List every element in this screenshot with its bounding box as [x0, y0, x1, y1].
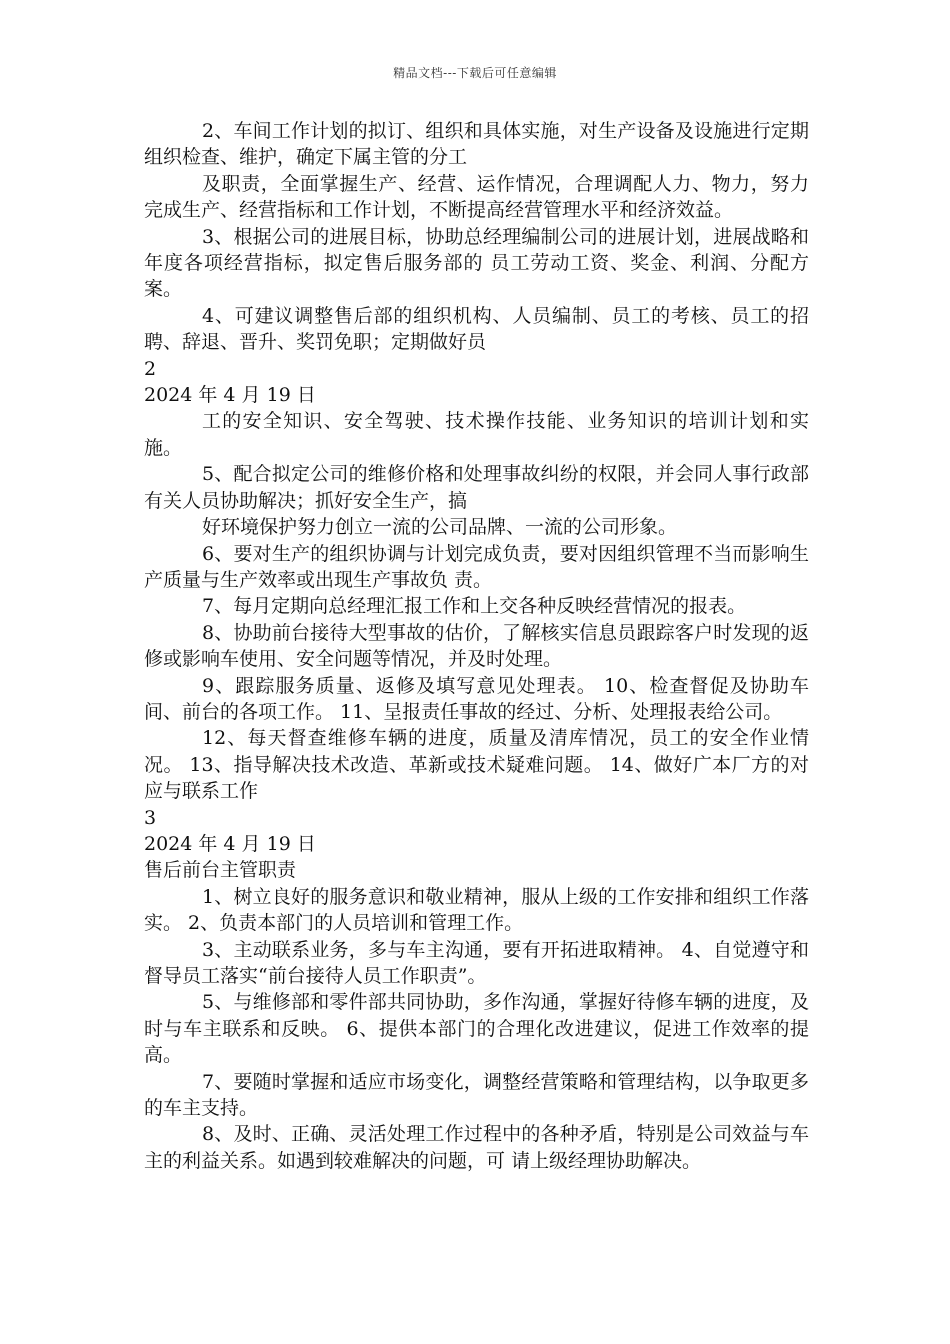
- page-number: 3: [144, 806, 157, 829]
- paragraph: 9、跟踪服务质量、返修及填写意见处理表。 10、检查督促及协助车间、前台的各项工作。 11、呈报责任事故的经过、分析、处理报表给公司。: [144, 674, 809, 723]
- paragraph: 8、及时、正确、灵活处理工作过程中的各种矛盾，特别是公司效益与车主的利益关系。如遇到较难解决的问题，可 请上级经理协助解决。: [144, 1123, 809, 1172]
- paragraph: 5、配合拟定公司的维修价格和处理事故纠纷的权限，并会同人事行政部有关人员协助解决；抓好安全生产，搞: [144, 463, 809, 512]
- page-date: 2024 年 4 月 19 日: [144, 832, 316, 855]
- section-title: 售后前台主管职责: [144, 859, 297, 882]
- paragraph: 好环境保护努力创立一流的公司品牌、一流的公司形象。: [202, 516, 678, 539]
- page-date: 2024 年 4 月 19 日: [144, 384, 316, 407]
- paragraph: 工的安全知识、安全驾驶、技术操作技能、业务知识的培训计划和实施。: [144, 410, 809, 459]
- paragraph: 2、车间工作计划的拟订、组织和具体实施，对生产设备及设施进行定期组织检查、维护，确定下属主管的分工: [144, 120, 809, 169]
- document-body: [144, 118, 809, 1174]
- paragraph: 12、每天督查维修车辆的进度，质量及清库情况，员工的安全作业情况。 13、指导解决技术改造、革新或技术疑难问题。 14、做好广本厂方的对应与联系工作: [144, 727, 809, 803]
- page-number: 2: [144, 357, 157, 380]
- paragraph: 1、树立良好的服务意识和敬业精神，服从上级的工作安排和组织工作落实。 2、负责本部门的人员培训和管理工作。: [144, 885, 809, 935]
- paragraph: 4、可建议调整售后部的组织机构、人员编制、员工的考核、员工的招聘、辞退、晋升、奖罚免职；定期做好员: [144, 304, 809, 354]
- page-header: 精品文档---下载后可任意编辑: [393, 66, 557, 80]
- paragraph: 6、要对生产的组织协调与计划完成负责，要对因组织管理不当而影响生产质量与生产效率或出现生产事故负 责。: [144, 542, 809, 591]
- paragraph: 8、协助前台接待大型事故的估价，了解核实信息员跟踪客户时发现的返修或影响车使用、安全问题等情况，并及时处理。: [144, 621, 809, 671]
- paragraph: 3、主动联系业务，多与车主沟通，要有开拓进取精神。 4、自觉遵守和督导员工落实“前台接待人员工作职责”。: [144, 938, 809, 987]
- paragraph: 5、与维修部和零件部共同协助，多作沟通，掌握好待修车辆的进度，及时与车主联系和反映。 6、提供本部门的合理化改进建议，促进工作效率的提高。: [144, 991, 809, 1067]
- paragraph: 及职责，全面掌握生产、经营、运作情况，合理调配人力、物力，努力完成生产、经营指标和工作计划，不断提高经营管理水平和经济效益。: [144, 172, 809, 222]
- paragraph: 3、根据公司的进展目标，协助总经理编制公司的进展计划，进展战略和年度各项经营指标，拟定售后服务部的 员工劳动工资、奖金、利润、分配方案。: [144, 225, 809, 301]
- paragraph: 7、要随时掌握和适应市场变化，调整经营策略和管理结构，以争取更多的车主支持。: [144, 1070, 809, 1120]
- paragraph: 7、每月定期向总经理汇报工作和上交各种反映经营情况的报表。: [202, 595, 747, 618]
